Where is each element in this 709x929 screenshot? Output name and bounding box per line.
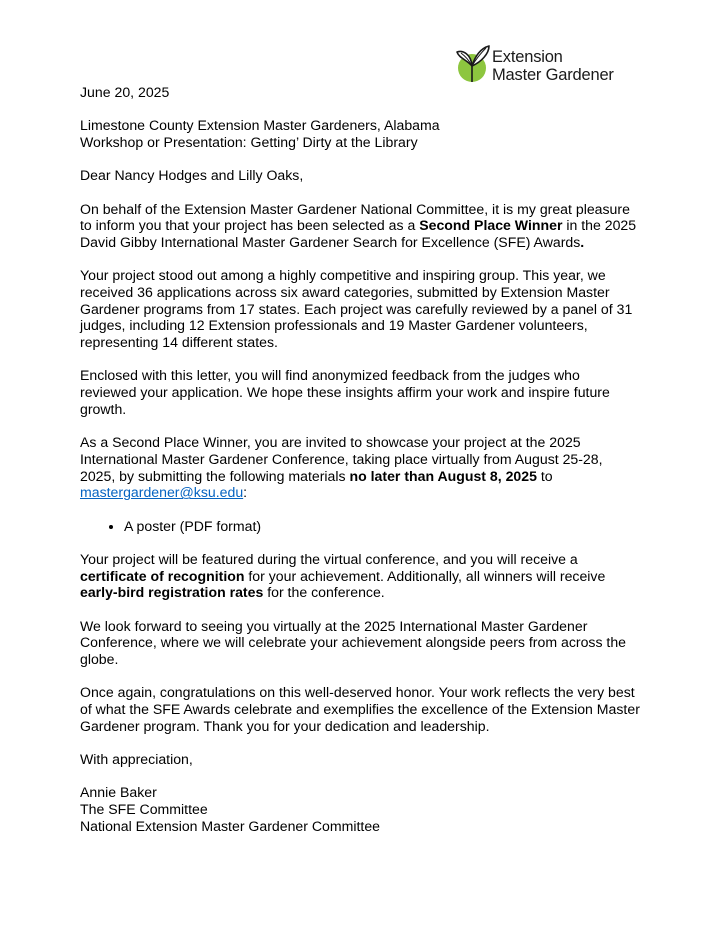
paragraph-competition: Your project stood out among a highly competitive and inspiring group. This year, we received 36 applications across six award categories, submitted by Extension Master Gardener programs from 17 states. Each project was carefully reviewed by a panel of 31 judges, including 12 Extension professionals and 19 Master Gardener volunteers, representing 14 different states.	[80, 267, 633, 351]
paragraph-invitation: As a Second Place Winner, you are invited to showcase your project at the 2025 International Master Gardener Conference, taking place virtually from August 25-28, 2025, by submitting the following materials no later than August 8, 2025 to mastergardener@ksu.edu:	[80, 434, 603, 501]
signer-organization: National Extension Master Gardener Committee	[80, 817, 381, 834]
email-link[interactable]: mastergardener@ksu.edu	[80, 484, 244, 501]
signer-committee: The SFE Committee	[80, 800, 208, 817]
recipient-project: Workshop or Presentation: Getting’ Dirty at the Library	[80, 134, 418, 150]
paragraph-congratulations: Once again, congratulations on this well-deserved honor. Your work reflects the very best of what the SFE Awards celebrate and exemplifies the excellence of the Extension Master Gardener program. Thank you for your dedication and leadership.	[80, 684, 640, 734]
logo-text-master-gardener: Master Gardener	[492, 66, 614, 84]
deadline: no later than August 8, 2025	[349, 467, 537, 484]
recipient-organization: Limestone County Extension Master Gardeners, Alabama	[80, 117, 440, 134]
paragraph-feedback: Enclosed with this letter, you will find anonymized feedback from the judges who reviewed your application. We hope these insights affirm your work and inspire future growth.	[80, 367, 610, 417]
paragraph-conference: We look forward to seeing you virtually at the 2025 International Master Gardener Conference, where we will celebrate your achievement alongside peers from across the globe.	[80, 617, 627, 667]
letter-date: June 20, 2025	[80, 84, 170, 100]
letter-body	[80, 84, 640, 851]
list-item: • A poster (PDF format)	[124, 518, 640, 535]
logo-text-extension: Extension	[492, 48, 563, 66]
recipient-block	[80, 117, 640, 150]
signer-name: Annie Baker	[80, 784, 157, 801]
salutation: Dear Nancy Hodges and Lilly Oaks,	[80, 167, 304, 184]
closing: With appreciation,	[80, 750, 193, 767]
paragraph-announcement: On behalf of the Extension Master Gardener National Committee, it is my great pleasure to inform you that your project has been selected as a Second Place Winner in the 2025 David Gibby International Master Gardener Search for Excellence (SFE) Awards.	[80, 200, 637, 250]
paragraph-recognition: Your project will be featured during the virtual conference, and you will receive a certificate of recognition for your achievement. Additionally, all winners will receive early-bird registration rates for the conference.	[80, 550, 606, 601]
award-place: Second Place Winner	[419, 217, 563, 234]
sprout-leaf-icon	[455, 42, 491, 84]
extension-master-gardener-logo	[455, 42, 635, 86]
signature-block	[80, 784, 640, 834]
materials-list	[80, 518, 640, 535]
